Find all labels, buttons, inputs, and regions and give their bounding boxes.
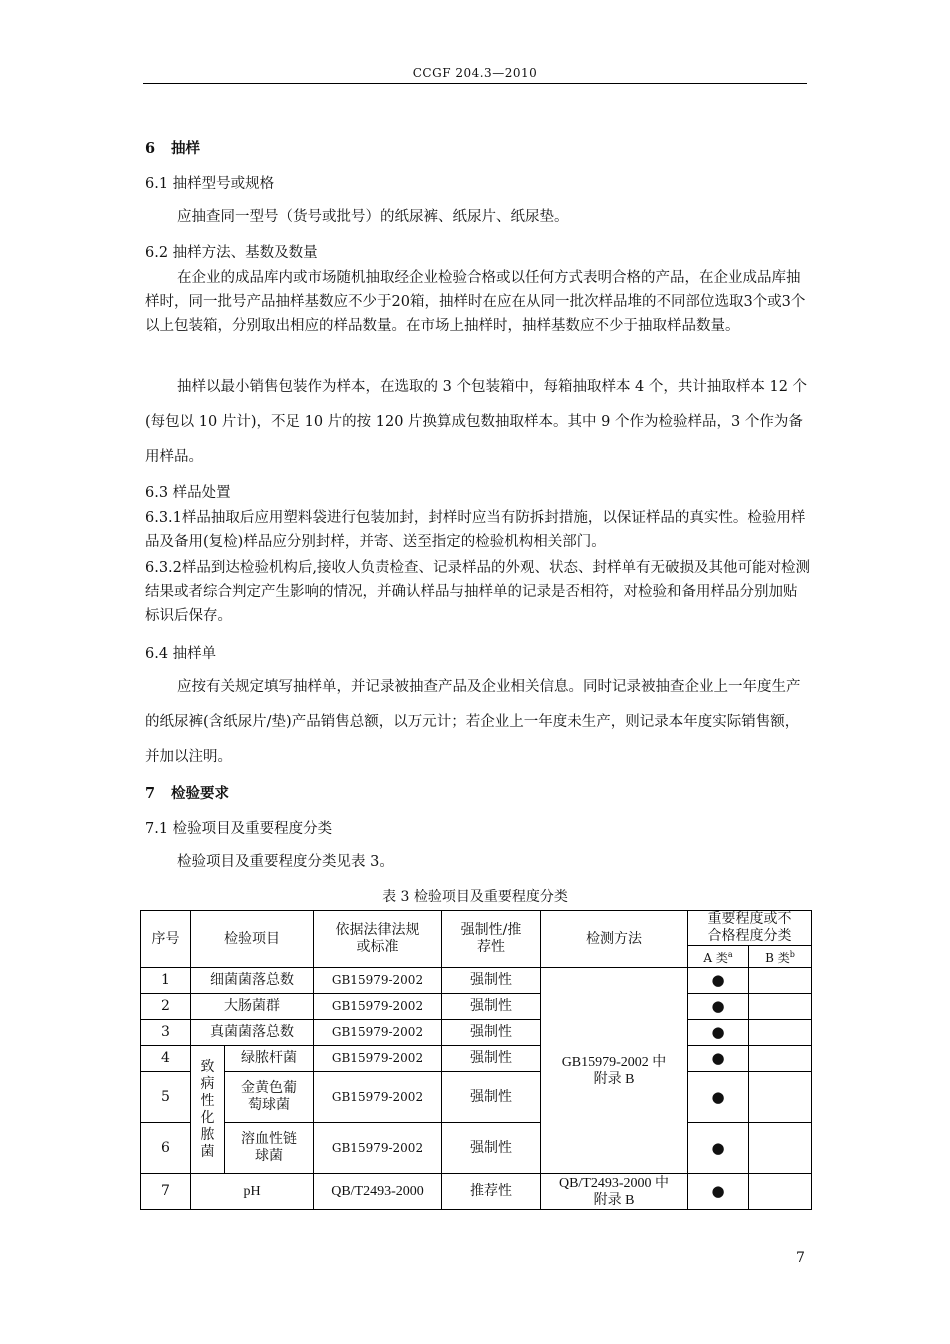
row-seq: 6 [141, 1123, 191, 1174]
class-b-mark [749, 994, 812, 1020]
page-number: 7 [796, 1250, 805, 1266]
running-header: CCGF 204.3—2010 [412, 66, 538, 80]
section-6-heading: 6 抽样 [145, 140, 200, 157]
class-b-mark [749, 1174, 812, 1210]
row-item: 溶血性链 球菌 [225, 1123, 314, 1174]
table-row [141, 1174, 812, 1210]
table-row [141, 968, 812, 994]
section-6-2-para-1: 在企业的成品库内或市场随机抽取经企业检验合格或以任何方式表明合格的产品，在企业成品库抽样时，同一批号产品抽样基数应不少于20箱，抽样时在应在从同一批次样品堆的不同部位选取3个或3个以上包装箱，分别取出相应的样品数量。在市场上抽样时，抽样基数应不少于抽取样品数量。 [145, 270, 806, 334]
row-standard: GB15979-2002 [314, 968, 442, 994]
header-method: 检测方法 [541, 911, 688, 968]
section-7-heading: 7 检验要求 [145, 785, 229, 802]
row-seq: 4 [141, 1046, 191, 1072]
section-6-3-title: 6.3 样品处置 [145, 485, 231, 501]
row-mandatory: 强制性 [442, 968, 541, 994]
row-item: 真菌菌落总数 [191, 1020, 314, 1046]
row-standard: GB15979-2002 [314, 1072, 442, 1123]
row-seq: 3 [141, 1020, 191, 1046]
class-b-mark [749, 1072, 812, 1123]
row-item: 绿脓杆菌 [225, 1046, 314, 1072]
row-seq: 7 [141, 1174, 191, 1210]
class-a-mark: ● [688, 1123, 749, 1174]
header-item: 检验项目 [191, 911, 314, 968]
row-item: 细菌菌落总数 [191, 968, 314, 994]
row-seq: 1 [141, 968, 191, 994]
table-row [141, 1123, 812, 1174]
class-a-mark: ● [688, 1072, 749, 1123]
row-mandatory: 强制性 [442, 1123, 541, 1174]
class-a-mark: ● [688, 994, 749, 1020]
table-row [141, 1072, 812, 1123]
header-mandatory: 强制性/推 荐性 [442, 911, 541, 968]
row-standard: GB15979-2002 [314, 1020, 442, 1046]
class-a-mark: ● [688, 1174, 749, 1210]
group-label: 致病性化脓菌 [191, 1046, 225, 1174]
class-b-mark [749, 1046, 812, 1072]
row-item: pH [191, 1174, 314, 1210]
header-rule [143, 83, 807, 84]
row-standard: GB15979-2002 [314, 1046, 442, 1072]
row-mandatory: 强制性 [442, 1020, 541, 1046]
class-b-mark [749, 968, 812, 994]
row-mandatory: 强制性 [442, 1072, 541, 1123]
table-row [141, 994, 812, 1020]
table-row [141, 1020, 812, 1046]
row-seq: 2 [141, 994, 191, 1020]
header-standard: 依据法律法规 或标准 [314, 911, 442, 968]
row-mandatory: 强制性 [442, 994, 541, 1020]
header-seq: 序号 [141, 911, 191, 968]
class-a-mark: ● [688, 1046, 749, 1072]
section-6-1-title: 6.1 抽样型号或规格 [145, 176, 275, 192]
class-b-mark [749, 1123, 812, 1174]
row-method: QB/T2493-2000 中 附录 B [541, 1174, 688, 1210]
row-mandatory: 强制性 [442, 1046, 541, 1072]
section-6-4-body: 应按有关规定填写抽样单，并记录被抽查产品及企业相关信息。同时记录被抽查企业上一年度生产的纸尿裤(含纸尿片/垫)产品销售总额，以万元计；若企业上一年度未生产，则记录本年度实际销售额，并加以注明。 [145, 679, 801, 765]
inspection-table [140, 910, 812, 1210]
section-6-1-body: 应抽查同一型号（货号或批号）的纸尿裤、纸尿片、纸尿垫。 [177, 209, 569, 225]
class-a-mark: ● [688, 1020, 749, 1046]
shared-method: GB15979-2002 中 附录 B [541, 968, 688, 1174]
table-row [141, 1046, 812, 1072]
header-class: 重要程度或不 合格程度分类 [688, 911, 812, 946]
row-seq: 5 [141, 1072, 191, 1123]
section-6-2-para-2: 抽样以最小销售包装作为样本，在选取的 3 个包装箱中，每箱抽取样本 4 个，共计抽取样本 12 个(每包以 10 片计)，不足 10 片的按 120 片换算成包数抽取样本。其中 9 个作为检验样品，3 个作为备用样品。 [145, 379, 808, 465]
class-a-mark: ● [688, 968, 749, 994]
section-7-1-title: 7.1 检验项目及重要程度分类 [145, 821, 333, 837]
section-6-4-title: 6.4 抽样单 [145, 646, 217, 662]
header-class-b: B 类$^b$ [749, 946, 812, 968]
section-6-3-1: 6.3.1样品抽取后应用塑料袋进行包装加封，封样时应当有防拆封措施，以保证样品的真实性。检验用样品及备用(复检)样品应分别封样，并寄、送至指定的检验机构相关部门。 [145, 510, 806, 550]
class-b-mark [749, 1020, 812, 1046]
row-mandatory: 推荐性 [442, 1174, 541, 1210]
row-standard: QB/T2493-2000 [314, 1174, 442, 1210]
table-caption: 表 3 检验项目及重要程度分类 [382, 889, 568, 905]
row-standard: GB15979-2002 [314, 1123, 442, 1174]
row-standard: GB15979-2002 [314, 994, 442, 1020]
header-class-a: A 类$^a$ [688, 946, 749, 968]
section-6-2-title: 6.2 抽样方法、基数及数量 [145, 245, 318, 261]
row-item: 大肠菌群 [191, 994, 314, 1020]
section-7-1-body: 检验项目及重要程度分类见表 3。 [177, 854, 394, 870]
row-item: 金黄色葡 萄球菌 [225, 1072, 314, 1123]
section-6-3-2: 6.3.2样品到达检验机构后,接收人负责检查、记录样品的外观、状态、封样单有无破损及其他可能对检测结果或者综合判定产生影响的情况，并确认样品与抽样单的记录是否相符，对检验和备用样品分别加贴标识后保存。 [145, 560, 810, 624]
